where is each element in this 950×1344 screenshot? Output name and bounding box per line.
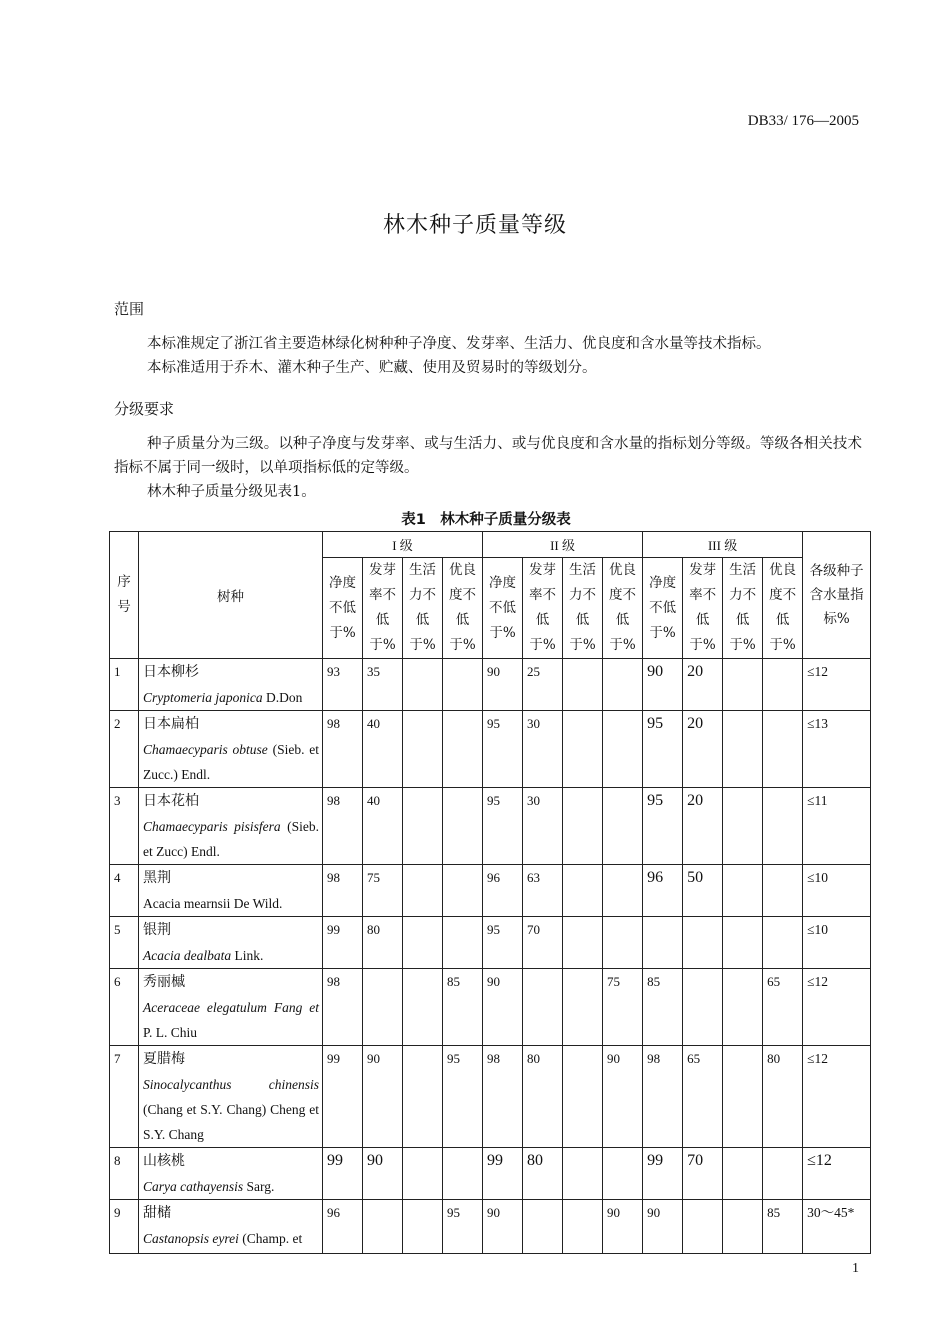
value-cell: 98 <box>643 1046 683 1148</box>
value-cell: 98 <box>323 788 363 865</box>
table-row <box>110 788 871 865</box>
row-seq: 6 <box>110 969 139 1046</box>
value-cell: 70 <box>683 1148 723 1200</box>
value-cell: 20 <box>683 659 723 711</box>
value-cell <box>363 1200 403 1254</box>
value-cell: 30 <box>523 788 563 865</box>
value-cell: 96 <box>643 865 683 917</box>
header-germination: 发芽率不低于% <box>523 558 563 659</box>
value-cell <box>563 917 603 969</box>
value-cell <box>403 711 443 788</box>
value-cell <box>603 865 643 917</box>
value-cell <box>443 917 483 969</box>
section-heading-scope: 范围 <box>114 300 145 318</box>
row-species <box>139 969 323 1046</box>
species-latin-name <box>143 1226 319 1251</box>
value-cell <box>723 1046 763 1148</box>
value-cell <box>723 659 763 711</box>
value-cell <box>563 659 603 711</box>
species-latin-name <box>143 891 319 916</box>
table-caption: 表1 林木种子质量分级表 <box>401 512 571 528</box>
header-grade-2: II 级 <box>483 532 643 558</box>
species-chinese-name: 日本花柏 <box>143 793 199 809</box>
value-cell: 95 <box>483 917 523 969</box>
value-cell: 99 <box>323 1046 363 1148</box>
value-cell: 90 <box>363 1148 403 1200</box>
header-moisture: 各级种子含水量指标% <box>803 532 871 659</box>
value-cell <box>603 659 643 711</box>
row-seq: 7 <box>110 1046 139 1148</box>
header-soundness: 优良度不低于% <box>763 558 803 659</box>
table-row <box>110 1148 871 1200</box>
seed-quality-table <box>109 531 871 1254</box>
value-cell: 50 <box>683 865 723 917</box>
header-germination: 发芽率不低于% <box>363 558 403 659</box>
value-cell: 98 <box>323 865 363 917</box>
latin-author-part: Sarg. <box>243 1179 275 1194</box>
value-cell: 85 <box>443 969 483 1046</box>
value-cell: 95 <box>443 1046 483 1148</box>
latin-italic-part: Castanopsis eyrei <box>143 1231 239 1246</box>
row-moisture: ≤12 <box>803 1046 871 1148</box>
value-cell: 25 <box>523 659 563 711</box>
value-cell: 80 <box>363 917 403 969</box>
value-cell: 35 <box>363 659 403 711</box>
value-cell <box>563 1200 603 1254</box>
value-cell <box>763 1148 803 1200</box>
latin-italic-part: Aceraceae elegatulum Fang et <box>143 1000 319 1015</box>
value-cell: 95 <box>483 711 523 788</box>
species-latin-name <box>143 995 319 1045</box>
latin-author-part: (Sieb. et Zucc.) Endl. <box>143 742 319 782</box>
value-cell: 96 <box>483 865 523 917</box>
value-cell <box>643 917 683 969</box>
value-cell: 90 <box>643 659 683 711</box>
header-soundness: 优良度不低于% <box>443 558 483 659</box>
species-latin-name <box>143 685 319 710</box>
species-chinese-name: 夏腊梅 <box>143 1051 185 1067</box>
table-row <box>110 659 871 711</box>
value-cell <box>683 1200 723 1254</box>
latin-author-part: Acacia mearnsii De Wild. <box>143 896 283 911</box>
value-cell: 65 <box>683 1046 723 1148</box>
header-purity: 净度不低于% <box>643 558 683 659</box>
value-cell <box>763 659 803 711</box>
species-chinese-name: 秀丽槭 <box>143 974 185 990</box>
value-cell <box>723 969 763 1046</box>
value-cell: 98 <box>323 711 363 788</box>
table-row <box>110 917 871 969</box>
value-cell: 95 <box>643 788 683 865</box>
header-viability: 生活力不低于% <box>563 558 603 659</box>
species-latin-name <box>143 943 319 968</box>
value-cell: 75 <box>363 865 403 917</box>
header-grade-1: I 级 <box>323 532 483 558</box>
value-cell <box>723 788 763 865</box>
value-cell: 85 <box>763 1200 803 1254</box>
value-cell <box>403 1148 443 1200</box>
value-cell <box>763 788 803 865</box>
header-viability: 生活力不低于% <box>403 558 443 659</box>
value-cell <box>563 969 603 1046</box>
header-grade-3: III 级 <box>643 532 803 558</box>
header-species: 树种 <box>139 532 323 659</box>
scope-paragraph-1: 本标准规定了浙江省主要造林绿化树种种子净度、发芽率、生活力、优良度和含水量等技术指标。 <box>147 336 771 352</box>
table-row <box>110 711 871 788</box>
value-cell <box>683 917 723 969</box>
value-cell: 90 <box>603 1046 643 1148</box>
grading-paragraph-2: 林木种子质量分级见表1。 <box>147 484 316 500</box>
latin-italic-part: Sinocalycanthus chinensis <box>143 1077 319 1092</box>
value-cell: 63 <box>523 865 563 917</box>
value-cell <box>403 1200 443 1254</box>
value-cell: 30 <box>523 711 563 788</box>
value-cell <box>603 917 643 969</box>
value-cell: 99 <box>483 1148 523 1200</box>
species-chinese-name: 日本柳杉 <box>143 664 199 680</box>
value-cell <box>563 788 603 865</box>
row-moisture: 30～45* <box>803 1200 871 1254</box>
value-cell <box>603 1148 643 1200</box>
value-cell <box>723 1200 763 1254</box>
value-cell <box>403 865 443 917</box>
header-purity: 净度不低于% <box>483 558 523 659</box>
value-cell <box>443 1148 483 1200</box>
row-moisture: ≤12 <box>803 969 871 1046</box>
value-cell: 98 <box>483 1046 523 1148</box>
value-cell: 80 <box>523 1046 563 1148</box>
row-moisture: ≤10 <box>803 917 871 969</box>
species-chinese-name: 甜槠 <box>143 1205 171 1221</box>
row-species <box>139 788 323 865</box>
value-cell <box>603 711 643 788</box>
value-cell <box>723 865 763 917</box>
value-cell <box>403 917 443 969</box>
latin-author-part: (Sieb. et Zucc) Endl. <box>143 819 319 859</box>
table-row <box>110 1200 871 1254</box>
header-viability: 生活力不低于% <box>723 558 763 659</box>
row-species <box>139 865 323 917</box>
value-cell: 40 <box>363 788 403 865</box>
value-cell <box>723 917 763 969</box>
species-latin-name <box>143 1072 319 1147</box>
value-cell: 80 <box>523 1148 563 1200</box>
latin-italic-part: Carya cathayensis <box>143 1179 244 1194</box>
value-cell: 90 <box>363 1046 403 1148</box>
page-title: 林木种子质量等级 <box>382 213 567 238</box>
species-latin-name <box>143 737 319 787</box>
row-moisture: ≤11 <box>803 788 871 865</box>
header-purity: 净度不低于% <box>323 558 363 659</box>
value-cell: 90 <box>483 659 523 711</box>
value-cell <box>363 969 403 1046</box>
value-cell: 40 <box>363 711 403 788</box>
value-cell: 98 <box>323 969 363 1046</box>
value-cell <box>443 865 483 917</box>
value-cell: 95 <box>443 1200 483 1254</box>
value-cell <box>523 969 563 1046</box>
value-cell: 75 <box>603 969 643 1046</box>
row-species <box>139 1200 323 1254</box>
value-cell <box>403 969 443 1046</box>
species-latin-name <box>143 814 319 864</box>
scope-paragraph-2: 本标准适用于乔木、灌木种子生产、贮藏、使用及贸易时的等级划分。 <box>147 360 597 376</box>
row-moisture: ≤12 <box>803 659 871 711</box>
value-cell: 96 <box>323 1200 363 1254</box>
latin-italic-part: Acacia dealbata <box>143 948 232 963</box>
value-cell <box>563 711 603 788</box>
value-cell: 90 <box>603 1200 643 1254</box>
row-seq: 5 <box>110 917 139 969</box>
value-cell <box>723 711 763 788</box>
value-cell <box>723 1148 763 1200</box>
value-cell <box>443 659 483 711</box>
table-row <box>110 1046 871 1148</box>
header-soundness: 优良度不低于% <box>603 558 643 659</box>
row-seq: 4 <box>110 865 139 917</box>
value-cell <box>763 711 803 788</box>
row-species <box>139 711 323 788</box>
table-body <box>110 659 871 1254</box>
value-cell <box>763 917 803 969</box>
value-cell: 65 <box>763 969 803 1046</box>
value-cell <box>563 1148 603 1200</box>
value-cell: 99 <box>323 917 363 969</box>
species-chinese-name: 银荆 <box>143 922 171 938</box>
value-cell: 99 <box>643 1148 683 1200</box>
section-heading-grading: 分级要求 <box>114 400 175 418</box>
value-cell: 90 <box>643 1200 683 1254</box>
row-species <box>139 917 323 969</box>
value-cell: 70 <box>523 917 563 969</box>
value-cell <box>443 788 483 865</box>
latin-author-part: (Chang et S.Y. Chang) Cheng et S.Y. Chang <box>143 1102 319 1142</box>
value-cell <box>563 865 603 917</box>
table-row <box>110 969 871 1046</box>
row-seq: 1 <box>110 659 139 711</box>
species-chinese-name: 日本扁柏 <box>143 716 199 732</box>
value-cell <box>683 969 723 1046</box>
latin-italic-part: Cryptomeria japonica <box>143 690 263 705</box>
grading-paragraph-1: 种子质量分为三级。以种子净度与发芽率、或与生活力、或与优良度和含水量的指标划分等级。等级各相关技术指标不属于同一级时，以单项指标低的定等级。 <box>114 436 862 476</box>
row-seq: 3 <box>110 788 139 865</box>
table-row <box>110 865 871 917</box>
value-cell <box>603 788 643 865</box>
row-moisture: ≤12 <box>803 1148 871 1200</box>
value-cell: 95 <box>643 711 683 788</box>
header-seq: 序号 <box>110 532 139 659</box>
value-cell: 90 <box>483 969 523 1046</box>
row-moisture: ≤10 <box>803 865 871 917</box>
value-cell: 85 <box>643 969 683 1046</box>
value-cell <box>403 1046 443 1148</box>
row-species <box>139 659 323 711</box>
latin-italic-part: Chamaecyparis obtuse <box>143 742 268 757</box>
page-number: 1 <box>852 1261 859 1276</box>
value-cell: 93 <box>323 659 363 711</box>
latin-author-part: D.Don <box>262 690 303 705</box>
value-cell: 20 <box>683 711 723 788</box>
value-cell <box>563 1046 603 1148</box>
value-cell: 99 <box>323 1148 363 1200</box>
row-species <box>139 1148 323 1200</box>
latin-author-part: Link. <box>231 948 264 963</box>
value-cell: 80 <box>763 1046 803 1148</box>
species-chinese-name: 山核桃 <box>143 1153 185 1169</box>
latin-author-part: P. L. Chiu <box>143 1025 198 1040</box>
value-cell <box>763 865 803 917</box>
row-species <box>139 1046 323 1148</box>
row-seq: 2 <box>110 711 139 788</box>
species-latin-name <box>143 1174 319 1199</box>
row-moisture: ≤13 <box>803 711 871 788</box>
value-cell <box>403 788 443 865</box>
document-code: DB33/ 176—2005 <box>747 113 859 129</box>
value-cell <box>403 659 443 711</box>
row-seq: 9 <box>110 1200 139 1254</box>
value-cell: 95 <box>483 788 523 865</box>
header-germination: 发芽率不低于% <box>683 558 723 659</box>
latin-italic-part: Chamaecyparis pisisfera <box>143 819 281 834</box>
latin-author-part: (Champ. et <box>238 1231 303 1246</box>
value-cell: 20 <box>683 788 723 865</box>
species-chinese-name: 黑荆 <box>143 870 171 886</box>
value-cell: 90 <box>483 1200 523 1254</box>
row-seq: 8 <box>110 1148 139 1200</box>
value-cell <box>523 1200 563 1254</box>
value-cell <box>443 711 483 788</box>
